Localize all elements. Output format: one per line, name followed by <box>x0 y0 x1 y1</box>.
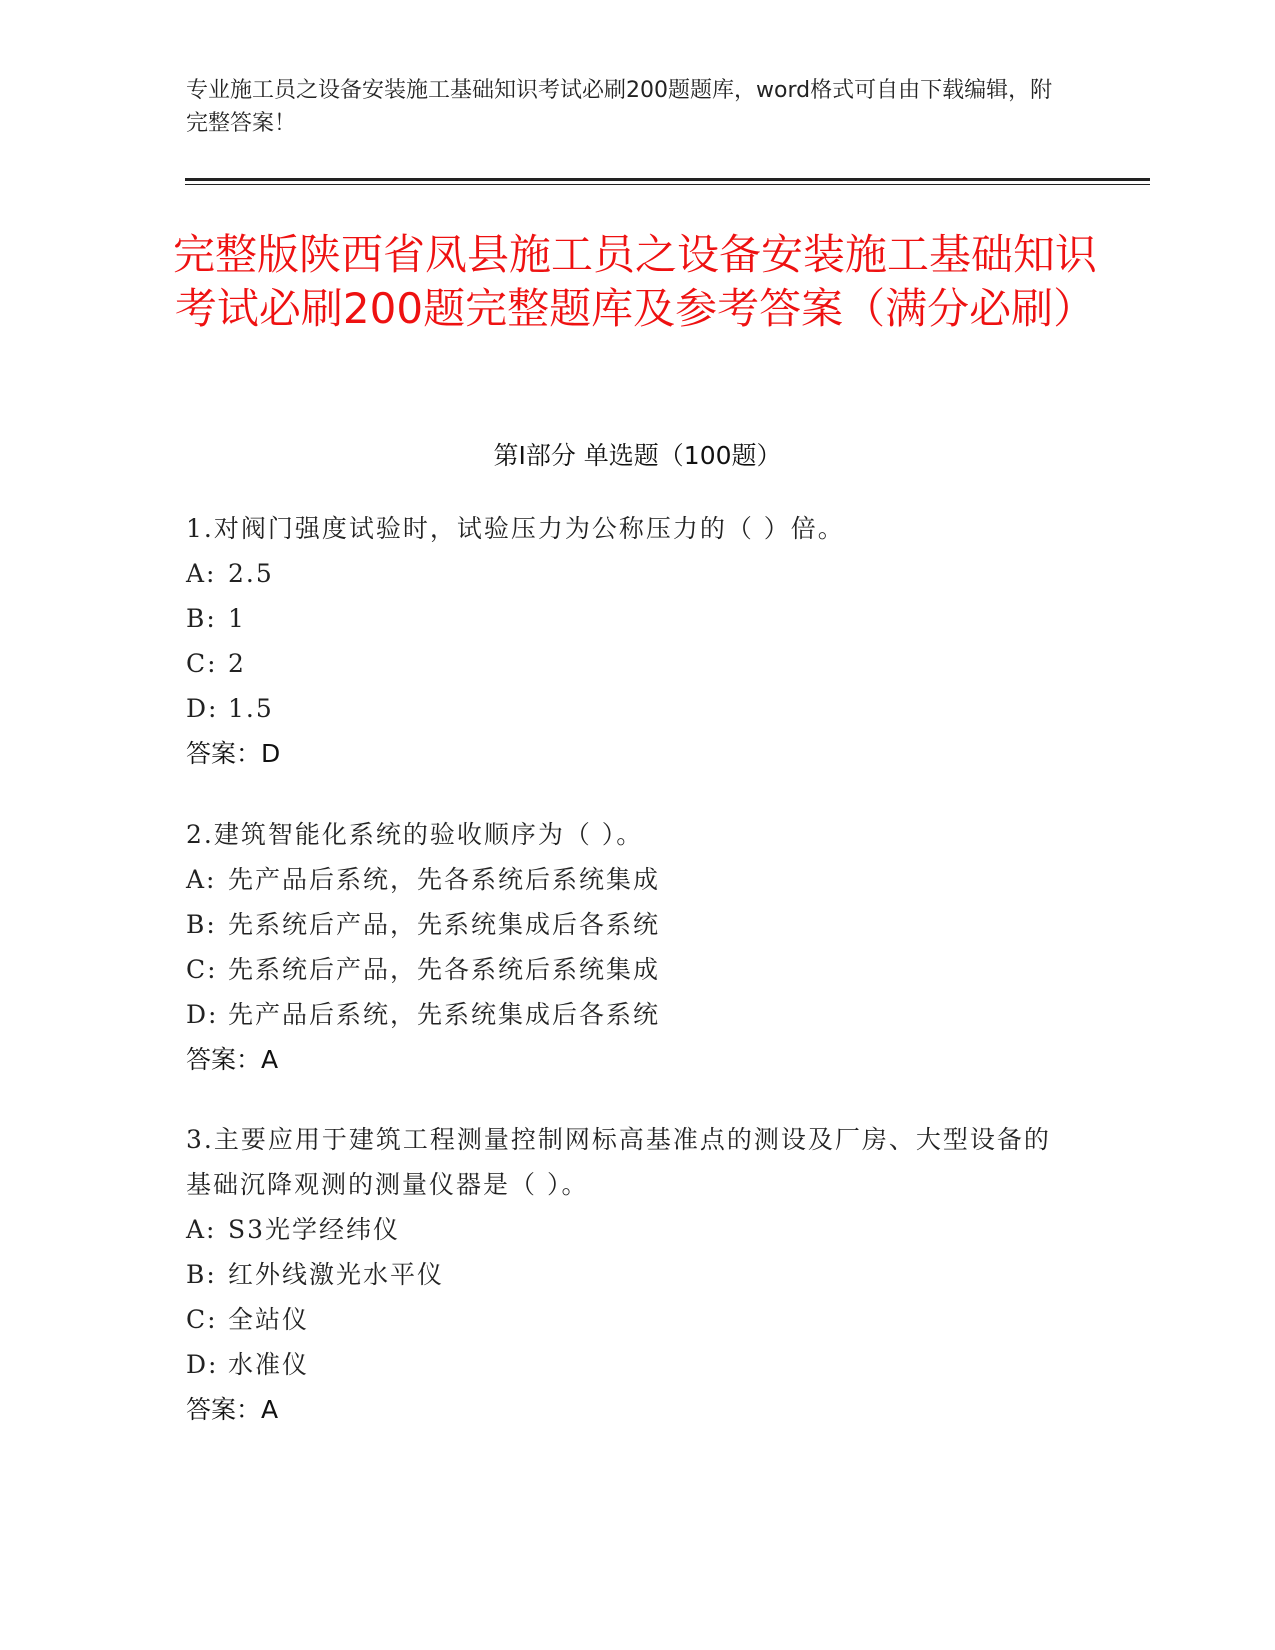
option-text: 水准仪 <box>228 1350 310 1379</box>
option-text: 先产品后系统，先各系统后系统集成 <box>228 865 661 894</box>
option-text: 2 <box>228 649 246 678</box>
header-divider-thin <box>185 184 1150 185</box>
question-stem: 2.建筑智能化系统的验收顺序为（ ）。 <box>186 820 644 849</box>
option-letter: C: <box>186 1305 218 1334</box>
option-letter: B: <box>186 604 217 633</box>
header-divider-thick <box>185 178 1150 181</box>
question-stem: 1.对阀门强度试验时，试验压力为公称压力的（ ）倍。 <box>186 514 845 543</box>
option-text: 先系统后产品，先系统集成后各系统 <box>228 910 661 939</box>
question-stem: 3.主要应用于建筑工程测量控制网标高基准点的测设及厂房、大型设备的基础沉降观测的测量仪器是（ ）。 <box>186 1125 1051 1199</box>
option-b <box>186 1252 1066 1297</box>
option-a <box>186 857 1066 902</box>
option-a <box>186 1207 1066 1252</box>
answer-line: 答案：A <box>186 1045 279 1074</box>
option-a <box>186 551 1066 596</box>
section-title: 第Ⅰ部分 单选题（100题） <box>493 441 782 470</box>
option-c <box>186 1297 1066 1342</box>
question-2 <box>186 812 1066 1082</box>
option-d <box>186 1342 1066 1387</box>
header-note: 专业施工员之设备安装施工基础知识考试必刷200题题库，word格式可自由下载编辑，附完整答案！ <box>186 78 1053 136</box>
answer-line: 答案：D <box>186 739 281 768</box>
option-letter: A: <box>186 865 217 894</box>
option-text: 先系统后产品，先各系统后系统集成 <box>228 955 661 984</box>
option-text: 红外线激光水平仪 <box>228 1260 445 1289</box>
option-letter: D: <box>186 694 219 723</box>
option-letter: B: <box>186 910 217 939</box>
question-1 <box>186 506 1066 776</box>
option-letter: A: <box>186 1215 217 1244</box>
option-text: 2.5 <box>228 559 274 588</box>
option-letter: C: <box>186 955 218 984</box>
option-letter: D: <box>186 1000 219 1029</box>
option-letter: B: <box>186 1260 217 1289</box>
option-b <box>186 596 1066 641</box>
option-text: 1.5 <box>228 694 274 723</box>
option-text: 先产品后系统，先系统集成后各系统 <box>228 1000 661 1029</box>
option-d <box>186 992 1066 1037</box>
option-b <box>186 902 1066 947</box>
option-d <box>186 686 1066 731</box>
option-text: 1 <box>228 604 246 633</box>
option-c <box>186 947 1066 992</box>
question-3 <box>186 1117 1066 1432</box>
option-letter: D: <box>186 1350 219 1379</box>
option-text: S3光学经纬仪 <box>228 1215 401 1244</box>
option-letter: C: <box>186 649 218 678</box>
document-title: 完整版陕西省凤县施工员之设备安装施工基础知识考试必刷200题完整题库及参考答案（满分必刷） <box>172 230 1097 333</box>
option-c <box>186 641 1066 686</box>
option-letter: A: <box>186 559 217 588</box>
option-text: 全站仪 <box>228 1305 310 1334</box>
answer-line: 答案：A <box>186 1395 279 1424</box>
